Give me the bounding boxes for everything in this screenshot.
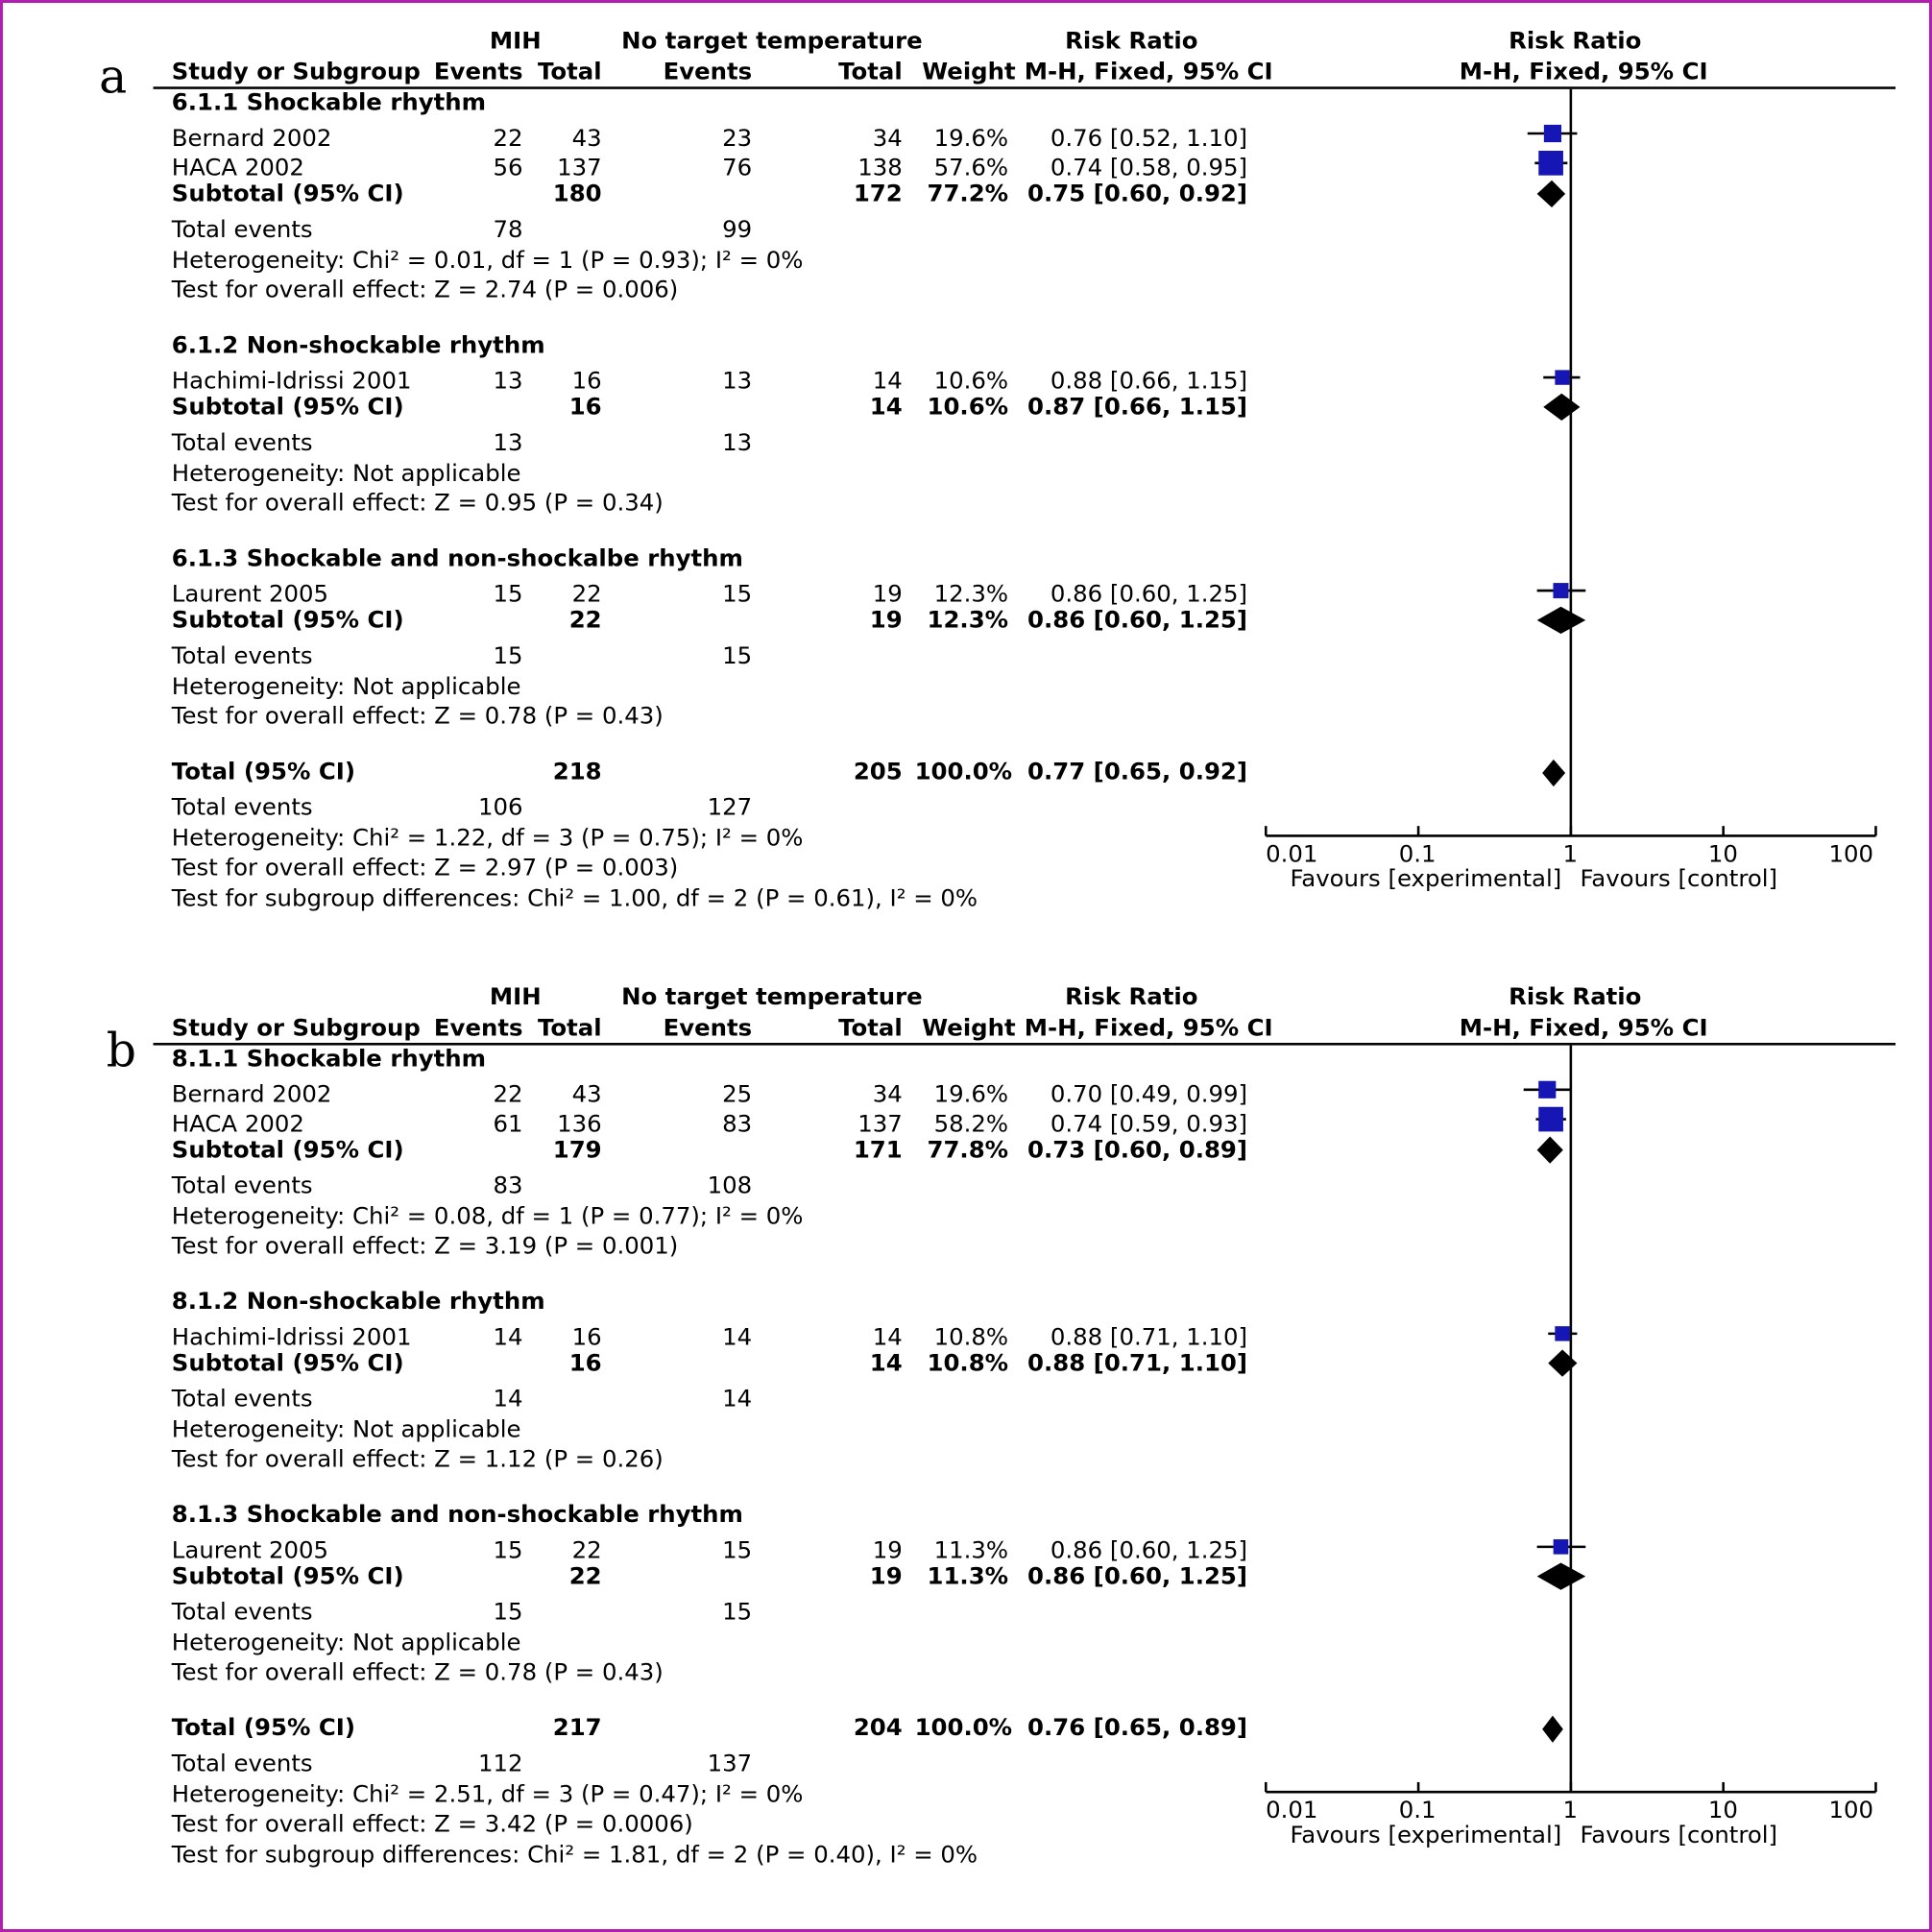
rr-title-header: Risk Ratio	[1065, 27, 1198, 55]
grand-events-label: Total events	[171, 1750, 313, 1777]
study-marker	[1544, 125, 1561, 142]
total-events1: 14	[493, 1385, 523, 1413]
axis-tick-label: 0.1	[1398, 840, 1437, 868]
study-ci: 0.74 [0.59, 0.93]	[1050, 1110, 1248, 1138]
subtotal-ci: 0.86 [0.60, 1.25]	[1027, 1562, 1248, 1590]
axis-tick-label: 10	[1707, 1797, 1738, 1824]
favours-left-label: Favours [experimental]	[1290, 1822, 1562, 1849]
total-events-label: Total events	[171, 215, 313, 244]
subtotal-total2: 14	[869, 1349, 903, 1377]
total-events1: 13	[493, 428, 523, 457]
study-weight: 19.6%	[933, 1080, 1009, 1109]
subtotal-label: Subtotal (95% CI)	[171, 1349, 404, 1377]
study-total2: 138	[857, 154, 903, 182]
subtotal-label: Subtotal (95% CI)	[171, 606, 404, 634]
subgroup-title: 6.1.1 Shockable rhythm	[171, 88, 487, 117]
total-events-label: Total events	[171, 1171, 313, 1199]
pooled-diamond	[1542, 1716, 1563, 1743]
favours-right-label: Favours [control]	[1580, 865, 1778, 893]
forest-panel-a	[3, 3, 1932, 959]
study-events1: 56	[493, 154, 523, 182]
total2-header: Total	[838, 1014, 903, 1042]
axis-tick-label: 100	[1828, 1797, 1874, 1824]
subgroup-title: 8.1.3 Shockable and non-shockable rhythm	[171, 1501, 743, 1529]
subtotal-weight: 77.2%	[927, 180, 1009, 208]
study-weight: 57.6%	[933, 154, 1009, 182]
subgroup-title: 8.1.1 Shockable rhythm	[171, 1045, 487, 1073]
rr-method-header: M-H, Fixed, 95% CI	[1024, 58, 1273, 85]
study-total1: 136	[557, 1110, 602, 1138]
study-total2: 34	[872, 125, 903, 153]
study-events2: 83	[722, 1110, 753, 1138]
subtotal-ci: 0.73 [0.60, 0.89]	[1027, 1136, 1248, 1164]
heterogeneity-text: Heterogeneity: Not applicable	[171, 1629, 521, 1657]
heterogeneity-text: Heterogeneity: Not applicable	[171, 673, 521, 701]
study-events2: 76	[722, 154, 753, 182]
total-ci: 0.77 [0.65, 0.92]	[1027, 758, 1248, 785]
axis-tick-label: 0.01	[1266, 1797, 1318, 1824]
axis-tick-label: 10	[1707, 840, 1738, 868]
axis-tick-label: 100	[1828, 840, 1874, 868]
heterogeneity-text: Heterogeneity: Not applicable	[171, 1415, 521, 1444]
overall-effect-text: Test for overall effect: Z = 0.78 (P = 0.43)	[171, 702, 664, 731]
subtotal-ci: 0.75 [0.60, 0.92]	[1027, 180, 1248, 208]
study-events2: 23	[722, 125, 753, 153]
events2-header: Events	[663, 1014, 753, 1042]
footer-subgroup-differences: Test for subgroup differences: Chi² = 1.81, df = 2 (P = 0.40), I² = 0%	[171, 1841, 978, 1869]
study-events1: 15	[493, 580, 523, 609]
study-weight: 12.3%	[933, 580, 1009, 609]
footer-heterogeneity: Heterogeneity: Chi² = 2.51, df = 3 (P = 0.47); I² = 0%	[171, 1780, 804, 1808]
total-events2: 15	[722, 1598, 753, 1626]
study-total1: 16	[571, 1323, 602, 1351]
total-events1: 78	[493, 215, 523, 244]
subtotal-total1: 16	[568, 393, 602, 422]
overall-effect-text: Test for overall effect: Z = 2.74 (P = 0.006)	[171, 276, 679, 304]
study-ci: 0.86 [0.60, 1.25]	[1050, 580, 1248, 609]
study-weight: 10.6%	[933, 367, 1009, 396]
total-events-label: Total events	[171, 428, 313, 457]
total-events1: 15	[493, 641, 523, 670]
grand-events2: 137	[707, 1750, 753, 1777]
plot-method-header: M-H, Fixed, 95% CI	[1459, 1014, 1708, 1042]
total-events1: 15	[493, 1598, 523, 1626]
total-events2: 14	[722, 1385, 753, 1413]
subgroup-title: 8.1.2 Non-shockable rhythm	[171, 1288, 545, 1316]
axis-tick-label: 0.01	[1266, 840, 1318, 868]
weight-header: Weight	[922, 1014, 1016, 1042]
panel-letter: a	[99, 49, 128, 105]
subgroup-title: 6.1.3 Shockable and non-shockalbe rhythm	[171, 544, 743, 572]
subtotal-total2: 171	[853, 1136, 903, 1164]
plot-title-header: Risk Ratio	[1509, 983, 1642, 1011]
subtotal-total1: 22	[568, 606, 602, 634]
group2-header: No target temperature	[621, 983, 923, 1011]
footer-overall-effect: Test for overall effect: Z = 3.42 (P = 0.0006)	[171, 1810, 693, 1838]
subtotal-weight: 12.3%	[927, 606, 1009, 634]
total-total1: 217	[552, 1714, 602, 1742]
forest-plot-area	[3, 3, 1932, 959]
study-marker	[1538, 1081, 1556, 1099]
weight-header: Weight	[922, 58, 1016, 85]
total-header: Total	[538, 1014, 602, 1042]
study-ci: 0.88 [0.71, 1.10]	[1050, 1323, 1248, 1351]
subtotal-label: Subtotal (95% CI)	[171, 1562, 404, 1590]
study-total2: 34	[872, 1080, 903, 1109]
events-header: Events	[433, 58, 523, 85]
study-name: Bernard 2002	[171, 125, 332, 153]
subtotal-total2: 14	[869, 393, 903, 422]
axis-tick-label: 0.1	[1398, 1797, 1437, 1824]
study-name: HACA 2002	[171, 154, 304, 182]
total-total1: 218	[552, 758, 602, 785]
study-events1: 13	[493, 367, 523, 396]
total-events2: 15	[722, 641, 753, 670]
study-total2: 19	[872, 580, 903, 609]
grand-events1: 112	[477, 1750, 523, 1777]
study-name: Bernard 2002	[171, 1080, 332, 1109]
pooled-diamond	[1543, 394, 1580, 421]
study-header: Study or Subgroup	[171, 1014, 421, 1042]
total-events1: 83	[493, 1171, 523, 1199]
events2-header: Events	[663, 58, 753, 85]
footer-heterogeneity: Heterogeneity: Chi² = 1.22, df = 3 (P = 0.75); I² = 0%	[171, 824, 804, 853]
study-marker	[1553, 583, 1568, 598]
study-total1: 137	[557, 154, 602, 182]
study-total2: 19	[872, 1536, 903, 1564]
total-weight: 100.0%	[914, 758, 1013, 785]
axis-tick-label: 1	[1562, 840, 1578, 868]
heterogeneity-text: Heterogeneity: Chi² = 0.01, df = 1 (P = 0.93); I² = 0%	[171, 247, 804, 275]
footer-overall-effect: Test for overall effect: Z = 2.97 (P = 0.003)	[171, 854, 679, 881]
study-ci: 0.70 [0.49, 0.99]	[1050, 1080, 1248, 1109]
study-weight: 10.8%	[933, 1323, 1009, 1351]
study-total1: 43	[571, 125, 602, 153]
study-weight: 58.2%	[933, 1110, 1009, 1138]
subtotal-label: Subtotal (95% CI)	[171, 393, 404, 422]
study-events2: 13	[722, 367, 753, 396]
study-events2: 14	[722, 1323, 753, 1351]
heterogeneity-text: Heterogeneity: Not applicable	[171, 460, 521, 488]
total-label: Total (95% CI)	[171, 758, 355, 785]
total-events2: 99	[722, 215, 753, 244]
pooled-diamond	[1537, 1137, 1563, 1164]
pooled-diamond	[1542, 760, 1565, 786]
total2-header: Total	[838, 58, 903, 85]
study-ci: 0.76 [0.52, 1.10]	[1050, 125, 1248, 153]
favours-right-label: Favours [control]	[1580, 1822, 1778, 1849]
total-label: Total (95% CI)	[171, 1714, 355, 1742]
subtotal-ci: 0.88 [0.71, 1.10]	[1027, 1349, 1248, 1377]
total-events2: 108	[707, 1171, 753, 1199]
grand-events-label: Total events	[171, 793, 313, 822]
study-events1: 15	[493, 1536, 523, 1564]
study-ci: 0.74 [0.58, 0.95]	[1050, 154, 1248, 182]
group1-header: MIH	[489, 983, 542, 1011]
study-total2: 14	[872, 367, 903, 396]
pooled-diamond	[1537, 1563, 1586, 1590]
study-events2: 25	[722, 1080, 753, 1109]
pooled-diamond	[1537, 607, 1586, 634]
total-weight: 100.0%	[914, 1714, 1013, 1742]
total-header: Total	[538, 58, 602, 85]
footer-subgroup-differences: Test for subgroup differences: Chi² = 1.00, df = 2 (P = 0.61), I² = 0%	[171, 884, 978, 913]
study-marker	[1538, 151, 1563, 176]
study-header: Study or Subgroup	[171, 58, 421, 85]
study-marker	[1554, 1539, 1569, 1555]
panel-letter: b	[106, 1023, 137, 1077]
total-total2: 204	[853, 1714, 903, 1742]
total-events-label: Total events	[171, 1598, 313, 1626]
subtotal-ci: 0.87 [0.66, 1.15]	[1027, 393, 1248, 422]
grand-events2: 127	[707, 793, 753, 822]
study-marker	[1555, 1326, 1569, 1340]
study-total1: 22	[571, 580, 602, 609]
subtotal-label: Subtotal (95% CI)	[171, 1136, 404, 1164]
group2-header: No target temperature	[621, 27, 923, 55]
study-events1: 61	[493, 1110, 523, 1138]
study-total1: 16	[571, 367, 602, 396]
study-marker	[1538, 1107, 1563, 1132]
subtotal-weight: 10.8%	[927, 1349, 1009, 1377]
pooled-diamond	[1537, 181, 1565, 207]
total-events2: 13	[722, 428, 753, 457]
study-events1: 14	[493, 1323, 523, 1351]
subtotal-weight: 77.8%	[927, 1136, 1009, 1164]
study-name: Laurent 2005	[171, 1536, 329, 1564]
overall-effect-text: Test for overall effect: Z = 3.19 (P = 0.001)	[171, 1232, 679, 1260]
forest-panel-b	[3, 959, 1932, 1916]
total-total2: 205	[853, 758, 903, 785]
study-marker	[1555, 370, 1569, 384]
forest-plot-area	[3, 959, 1932, 1916]
subtotal-ci: 0.86 [0.60, 1.25]	[1027, 606, 1248, 634]
subtotal-weight: 11.3%	[927, 1562, 1009, 1590]
group1-header: MIH	[489, 27, 542, 55]
study-events1: 22	[493, 125, 523, 153]
subtotal-total2: 19	[869, 1562, 903, 1590]
subtotal-total2: 172	[853, 180, 903, 208]
subtotal-total1: 179	[552, 1136, 602, 1164]
subgroup-title: 6.1.2 Non-shockable rhythm	[171, 331, 545, 359]
overall-effect-text: Test for overall effect: Z = 1.12 (P = 0.26)	[171, 1445, 664, 1473]
subtotal-weight: 10.6%	[927, 393, 1009, 422]
grand-events1: 106	[477, 793, 523, 822]
subtotal-total1: 16	[568, 1349, 602, 1377]
study-weight: 11.3%	[933, 1536, 1009, 1564]
study-total1: 43	[571, 1080, 602, 1109]
favours-left-label: Favours [experimental]	[1290, 865, 1562, 893]
study-weight: 19.6%	[933, 125, 1009, 153]
study-name: Hachimi-Idrissi 2001	[171, 1323, 412, 1351]
content-scaler	[3, 3, 1932, 1932]
plot-method-header: M-H, Fixed, 95% CI	[1459, 58, 1708, 85]
rr-method-header: M-H, Fixed, 95% CI	[1024, 1014, 1273, 1042]
total-events-label: Total events	[171, 1385, 313, 1413]
study-ci: 0.86 [0.60, 1.25]	[1050, 1536, 1248, 1564]
heterogeneity-text: Heterogeneity: Chi² = 0.08, df = 1 (P = 0.77); I² = 0%	[171, 1202, 804, 1231]
rr-title-header: Risk Ratio	[1065, 983, 1198, 1011]
total-ci: 0.76 [0.65, 0.89]	[1027, 1714, 1248, 1742]
overall-effect-text: Test for overall effect: Z = 0.78 (P = 0.43)	[171, 1658, 664, 1686]
study-name: Hachimi-Idrissi 2001	[171, 367, 412, 396]
subtotal-label: Subtotal (95% CI)	[171, 180, 404, 208]
study-name: HACA 2002	[171, 1110, 304, 1138]
events-header: Events	[433, 1014, 523, 1042]
subtotal-total1: 22	[568, 1562, 602, 1590]
study-name: Laurent 2005	[171, 580, 329, 609]
subtotal-total2: 19	[869, 606, 903, 634]
study-total1: 22	[571, 1536, 602, 1564]
study-events2: 15	[722, 580, 753, 609]
pooled-diamond	[1548, 1350, 1577, 1377]
overall-effect-text: Test for overall effect: Z = 0.95 (P = 0.34)	[171, 489, 664, 518]
subtotal-total1: 180	[552, 180, 602, 208]
axis-tick-label: 1	[1562, 1797, 1578, 1824]
study-total2: 137	[857, 1110, 903, 1138]
study-events2: 15	[722, 1536, 753, 1564]
plot-title-header: Risk Ratio	[1509, 27, 1642, 55]
study-ci: 0.88 [0.66, 1.15]	[1050, 367, 1248, 396]
study-total2: 14	[872, 1323, 903, 1351]
total-events-label: Total events	[171, 641, 313, 670]
study-events1: 22	[493, 1080, 523, 1109]
